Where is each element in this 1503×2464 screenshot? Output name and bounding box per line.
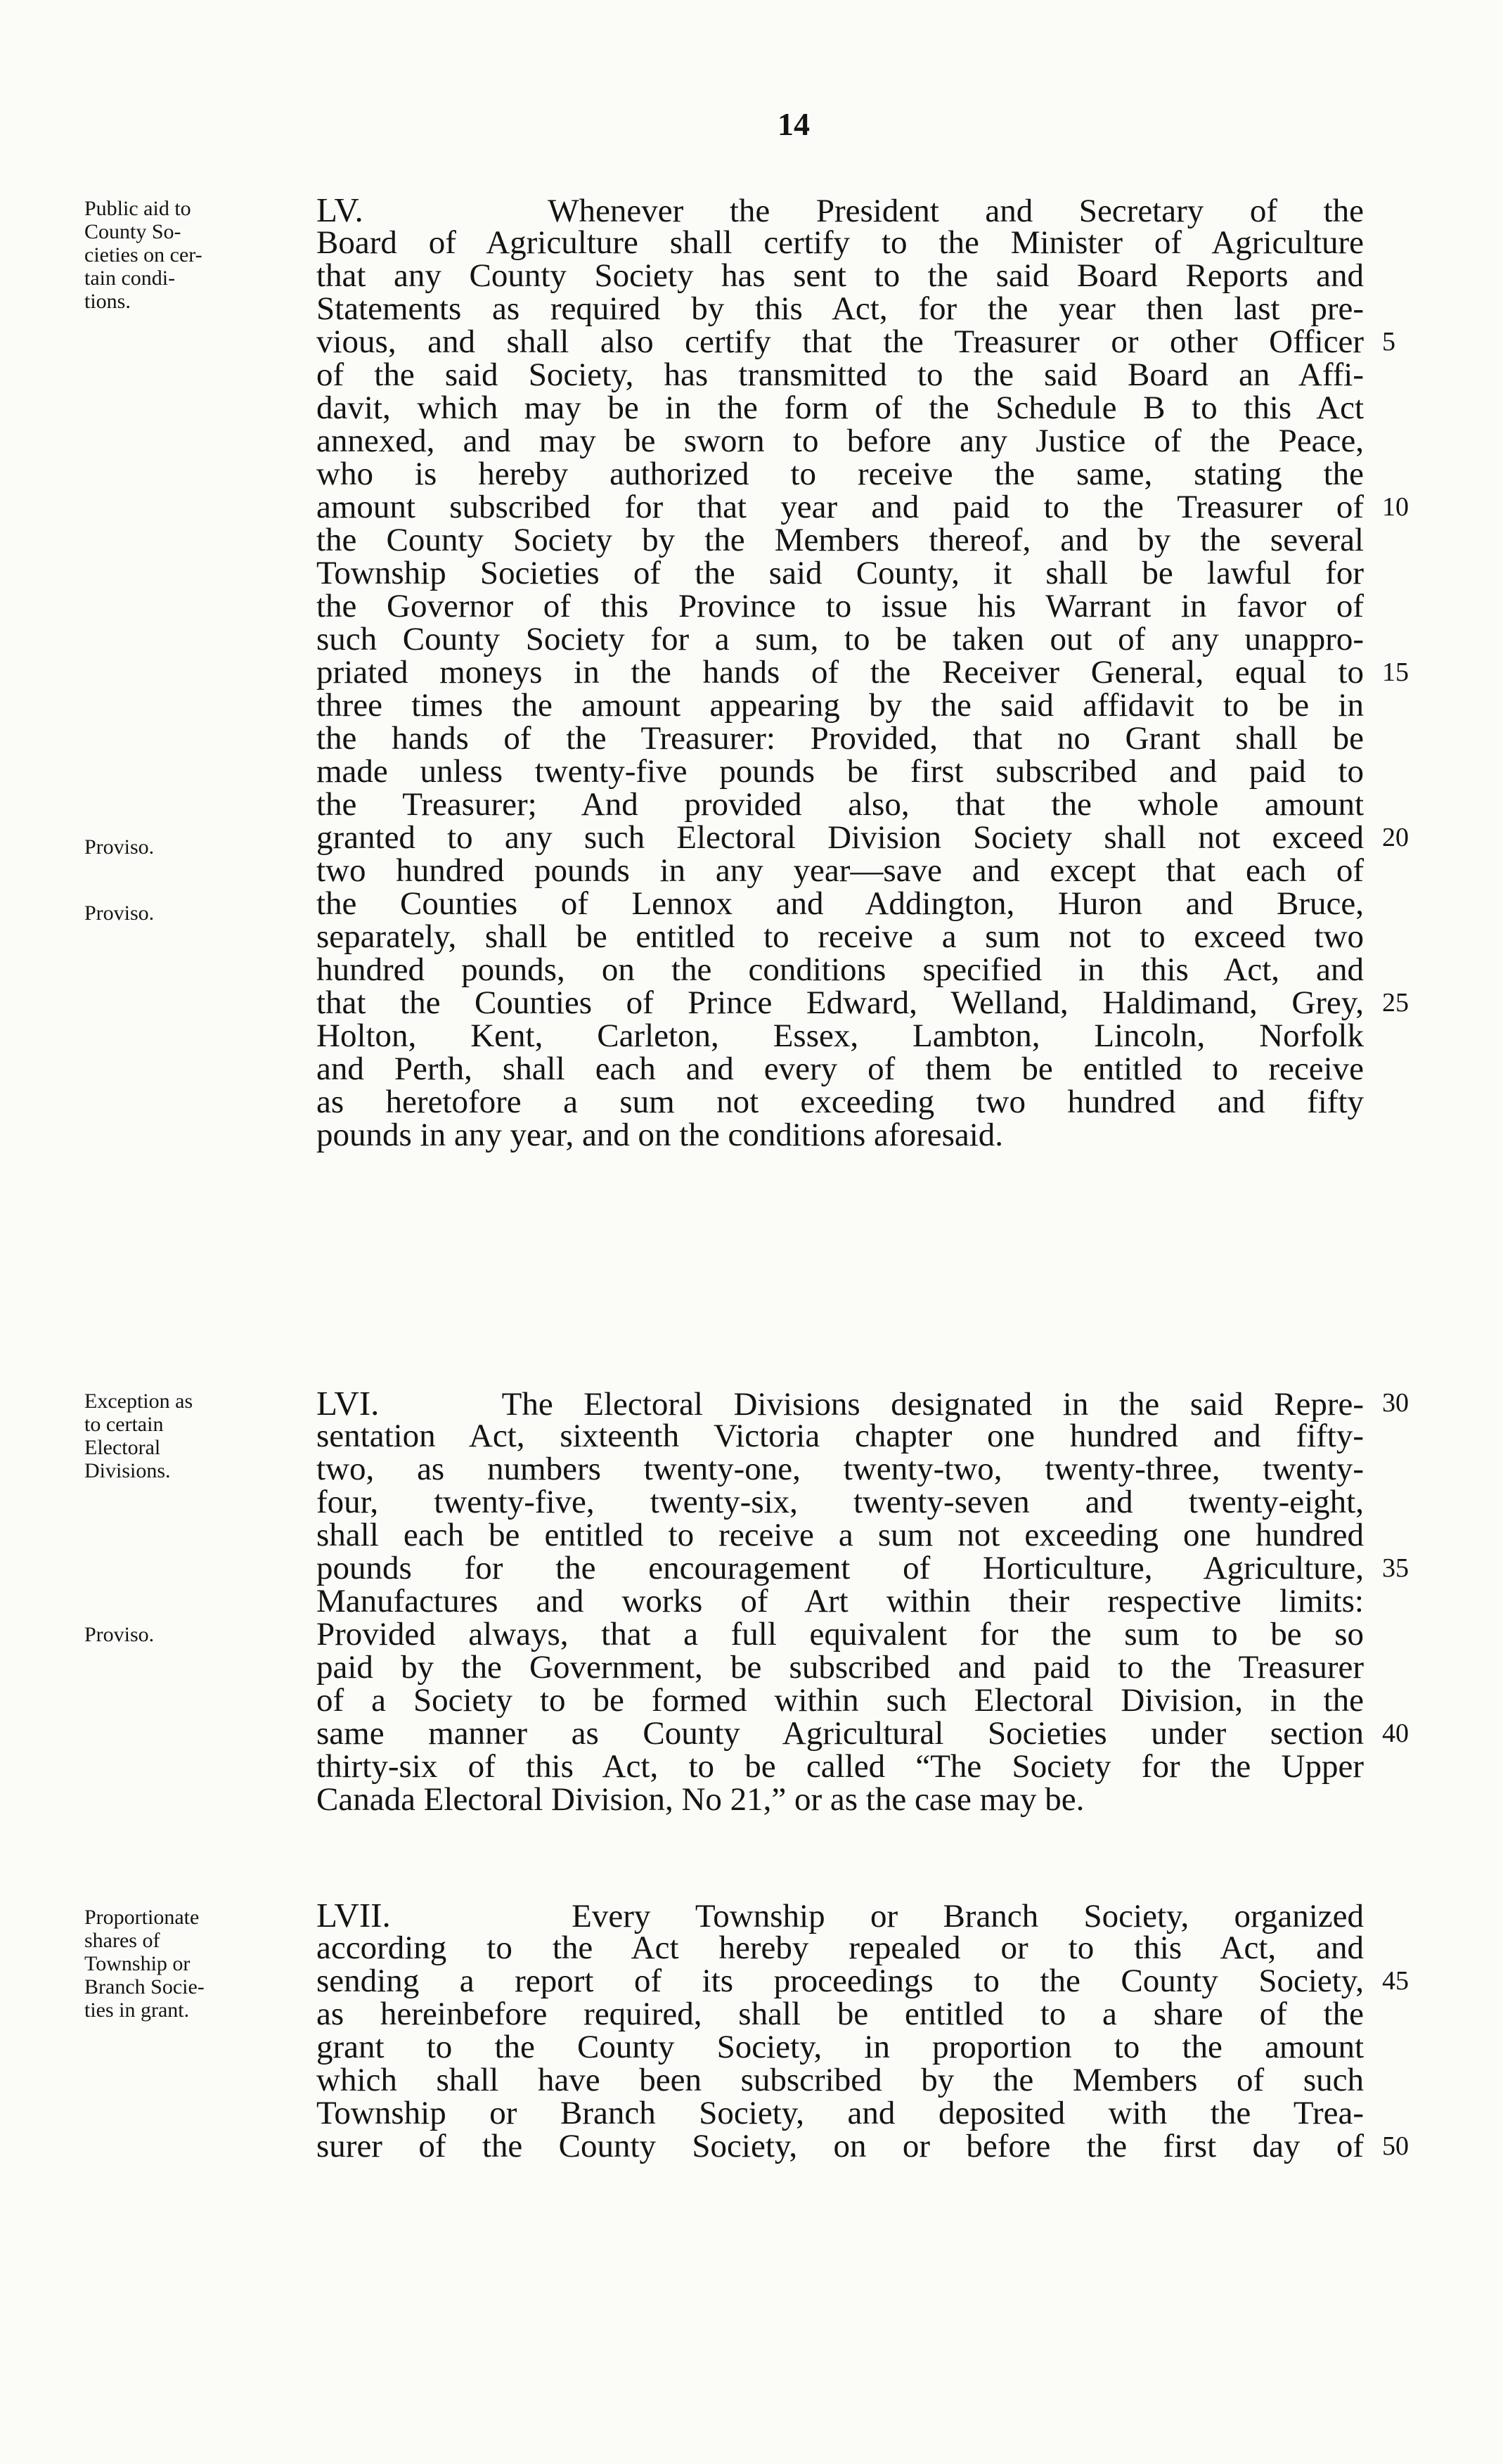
body-line: sending a report of its proceedings to the County Society, [316, 1963, 1364, 1999]
body-line: thirty-six of this Act, to be called “The Society for the Upper [316, 1748, 1364, 1785]
margin-note-proviso: Proviso. [84, 901, 155, 925]
body-line: that any County Society has sent to the said Board Reports and [316, 257, 1364, 294]
body-line: Township or Branch Society, and deposited with the Trea- [316, 2095, 1364, 2131]
body-line: priated moneys in the hands of the Receiver General, equal to [316, 654, 1364, 691]
section-lv [316, 193, 1364, 1152]
body-line: the Governor of this Province to issue his Warrant in favor of [316, 588, 1364, 624]
line-number: 25 [1382, 988, 1409, 1018]
body-line: three times the amount appearing by the said affidavit to be in [316, 687, 1364, 724]
page-number: 14 [778, 106, 810, 142]
body-line: Holton, Kent, Carleton, Essex, Lambton, Lincoln, Norfolk [316, 1018, 1364, 1054]
body-line: grant to the County Society, in proportion to the amount [316, 2029, 1364, 2065]
body-line: sentation Act, sixteenth Victoria chapter one hundred and fifty- [316, 1418, 1364, 1454]
body-line: shall each be entitled to receive a sum not exceeding one hundred [316, 1517, 1364, 1553]
body-line: of a Society to be formed within such Electoral Division, in the [316, 1682, 1364, 1719]
body-line: two, as numbers twenty-one, twenty-two, twenty-three, twenty- [316, 1451, 1364, 1487]
body-line: granted to any such Electoral Division Society shall not exceed [316, 819, 1364, 856]
body-line: two hundred pounds in any year—save and except that each of [316, 852, 1364, 889]
body-line: Canada Electoral Division, No 21,” or as the case may be. [316, 1781, 1085, 1818]
line-number: 10 [1382, 492, 1409, 522]
margin-note-exception: Exception as to certain Electoral Divisions. [84, 1390, 193, 1482]
section-label: LVII. [316, 1896, 391, 1934]
body-line: four, twenty-five, twenty-six, twenty-seven and twenty-eight, [316, 1484, 1364, 1520]
margin-note-proviso: Proviso. [84, 1623, 155, 1646]
section-label: LV. [316, 191, 363, 229]
body-line: pounds for the encouragement of Horticulture, Agriculture, [316, 1550, 1364, 1586]
section-label: LVI. [316, 1384, 380, 1423]
body-line: LV. Whenever the President and Secretary of the [316, 191, 1365, 229]
body-line: same manner as County Agricultural Societies under section [316, 1715, 1364, 1752]
body-line: paid by the Government, be subscribed and paid to the Treasurer [316, 1649, 1364, 1686]
body-line: the County Society by the Members thereof, and by the several [316, 522, 1364, 558]
body-line: LVI. The Electoral Divisions designated in the said Repre- [316, 1384, 1365, 1423]
body-line: annexed, and may be sworn to before any Justice of the Peace, [316, 423, 1364, 459]
body-line: Township Societies of the said County, it shall be lawful for [316, 555, 1364, 591]
line-number: 35 [1382, 1553, 1409, 1583]
body-line: made unless twenty-five pounds be first subscribed and paid to [316, 753, 1364, 790]
body-line: vious, and shall also certify that the Treasurer or other Officer [316, 323, 1364, 360]
body-line: LVII. Every Township or Branch Society, organized [316, 1896, 1364, 1934]
body-line: according to the Act hereby repealed or to this Act, and [316, 1930, 1364, 1966]
body-line: who is hereby authorized to receive the same, stating the [316, 456, 1364, 492]
body-line: the Counties of Lennox and Addington, Huron and Bruce, [316, 885, 1364, 922]
section-lvii [316, 1896, 1364, 2164]
line-number: 45 [1382, 1966, 1409, 1996]
body-line: Manufactures and works of Art within their respective limits: [316, 1583, 1364, 1619]
body-line: amount subscribed for that year and paid to the Treasurer of [316, 489, 1364, 525]
body-line: pounds in any year, and on the conditions aforesaid. [316, 1117, 1004, 1153]
body-line: Board of Agriculture shall certify to the Minister of Agriculture [316, 224, 1364, 261]
line-number: 50 [1382, 2131, 1409, 2161]
body-line: hundred pounds, on the conditions specified in this Act, and [316, 951, 1364, 988]
margin-note-proviso: Proviso. [84, 835, 155, 859]
margin-note-public-aid: Public aid to County So- cieties on cer- tain condi- tions. [84, 197, 202, 313]
body-line: and Perth, shall each and every of them be entitled to receive [316, 1051, 1364, 1087]
body-line: the hands of the Treasurer: Provided, that no Grant shall be [316, 720, 1364, 757]
body-line: Statements as required by this Act, for the year then last pre- [316, 290, 1364, 327]
body-line: as heretofore a sum not exceeding two hundred and fifty [316, 1084, 1364, 1120]
margin-note-proportionate-shares: Proportionate shares of Township or Branch Socie- ties in grant. [84, 1906, 205, 2022]
body-line: as hereinbefore required, shall be entitled to a share of the [316, 1996, 1364, 2032]
line-number: 40 [1382, 1719, 1409, 1748]
line-number: 20 [1382, 823, 1409, 852]
body-line: separately, shall be entitled to receive a sum not to exceed two [316, 918, 1364, 955]
body-line: of the said Society, has transmitted to the said Board an Affi- [316, 357, 1364, 393]
body-line: which shall have been subscribed by the Members of such [316, 2062, 1364, 2098]
line-number: 30 [1382, 1388, 1409, 1418]
line-number: 5 [1382, 327, 1395, 357]
section-lvi [316, 1384, 1365, 1818]
body-line: davit, which may be in the form of the Schedule B to this Act [316, 390, 1364, 426]
body-line: such County Society for a sum, to be taken out of any unappro- [316, 621, 1364, 657]
body-line: Provided always, that a full equivalent for the sum to be so [316, 1616, 1364, 1653]
body-line: the Treasurer; And provided also, that the whole amount [316, 786, 1364, 823]
body-line: that the Counties of Prince Edward, Welland, Haldimand, Grey, [316, 984, 1364, 1021]
body-line: surer of the County Society, on or before the first day of [316, 2128, 1364, 2164]
line-number: 15 [1382, 657, 1409, 687]
